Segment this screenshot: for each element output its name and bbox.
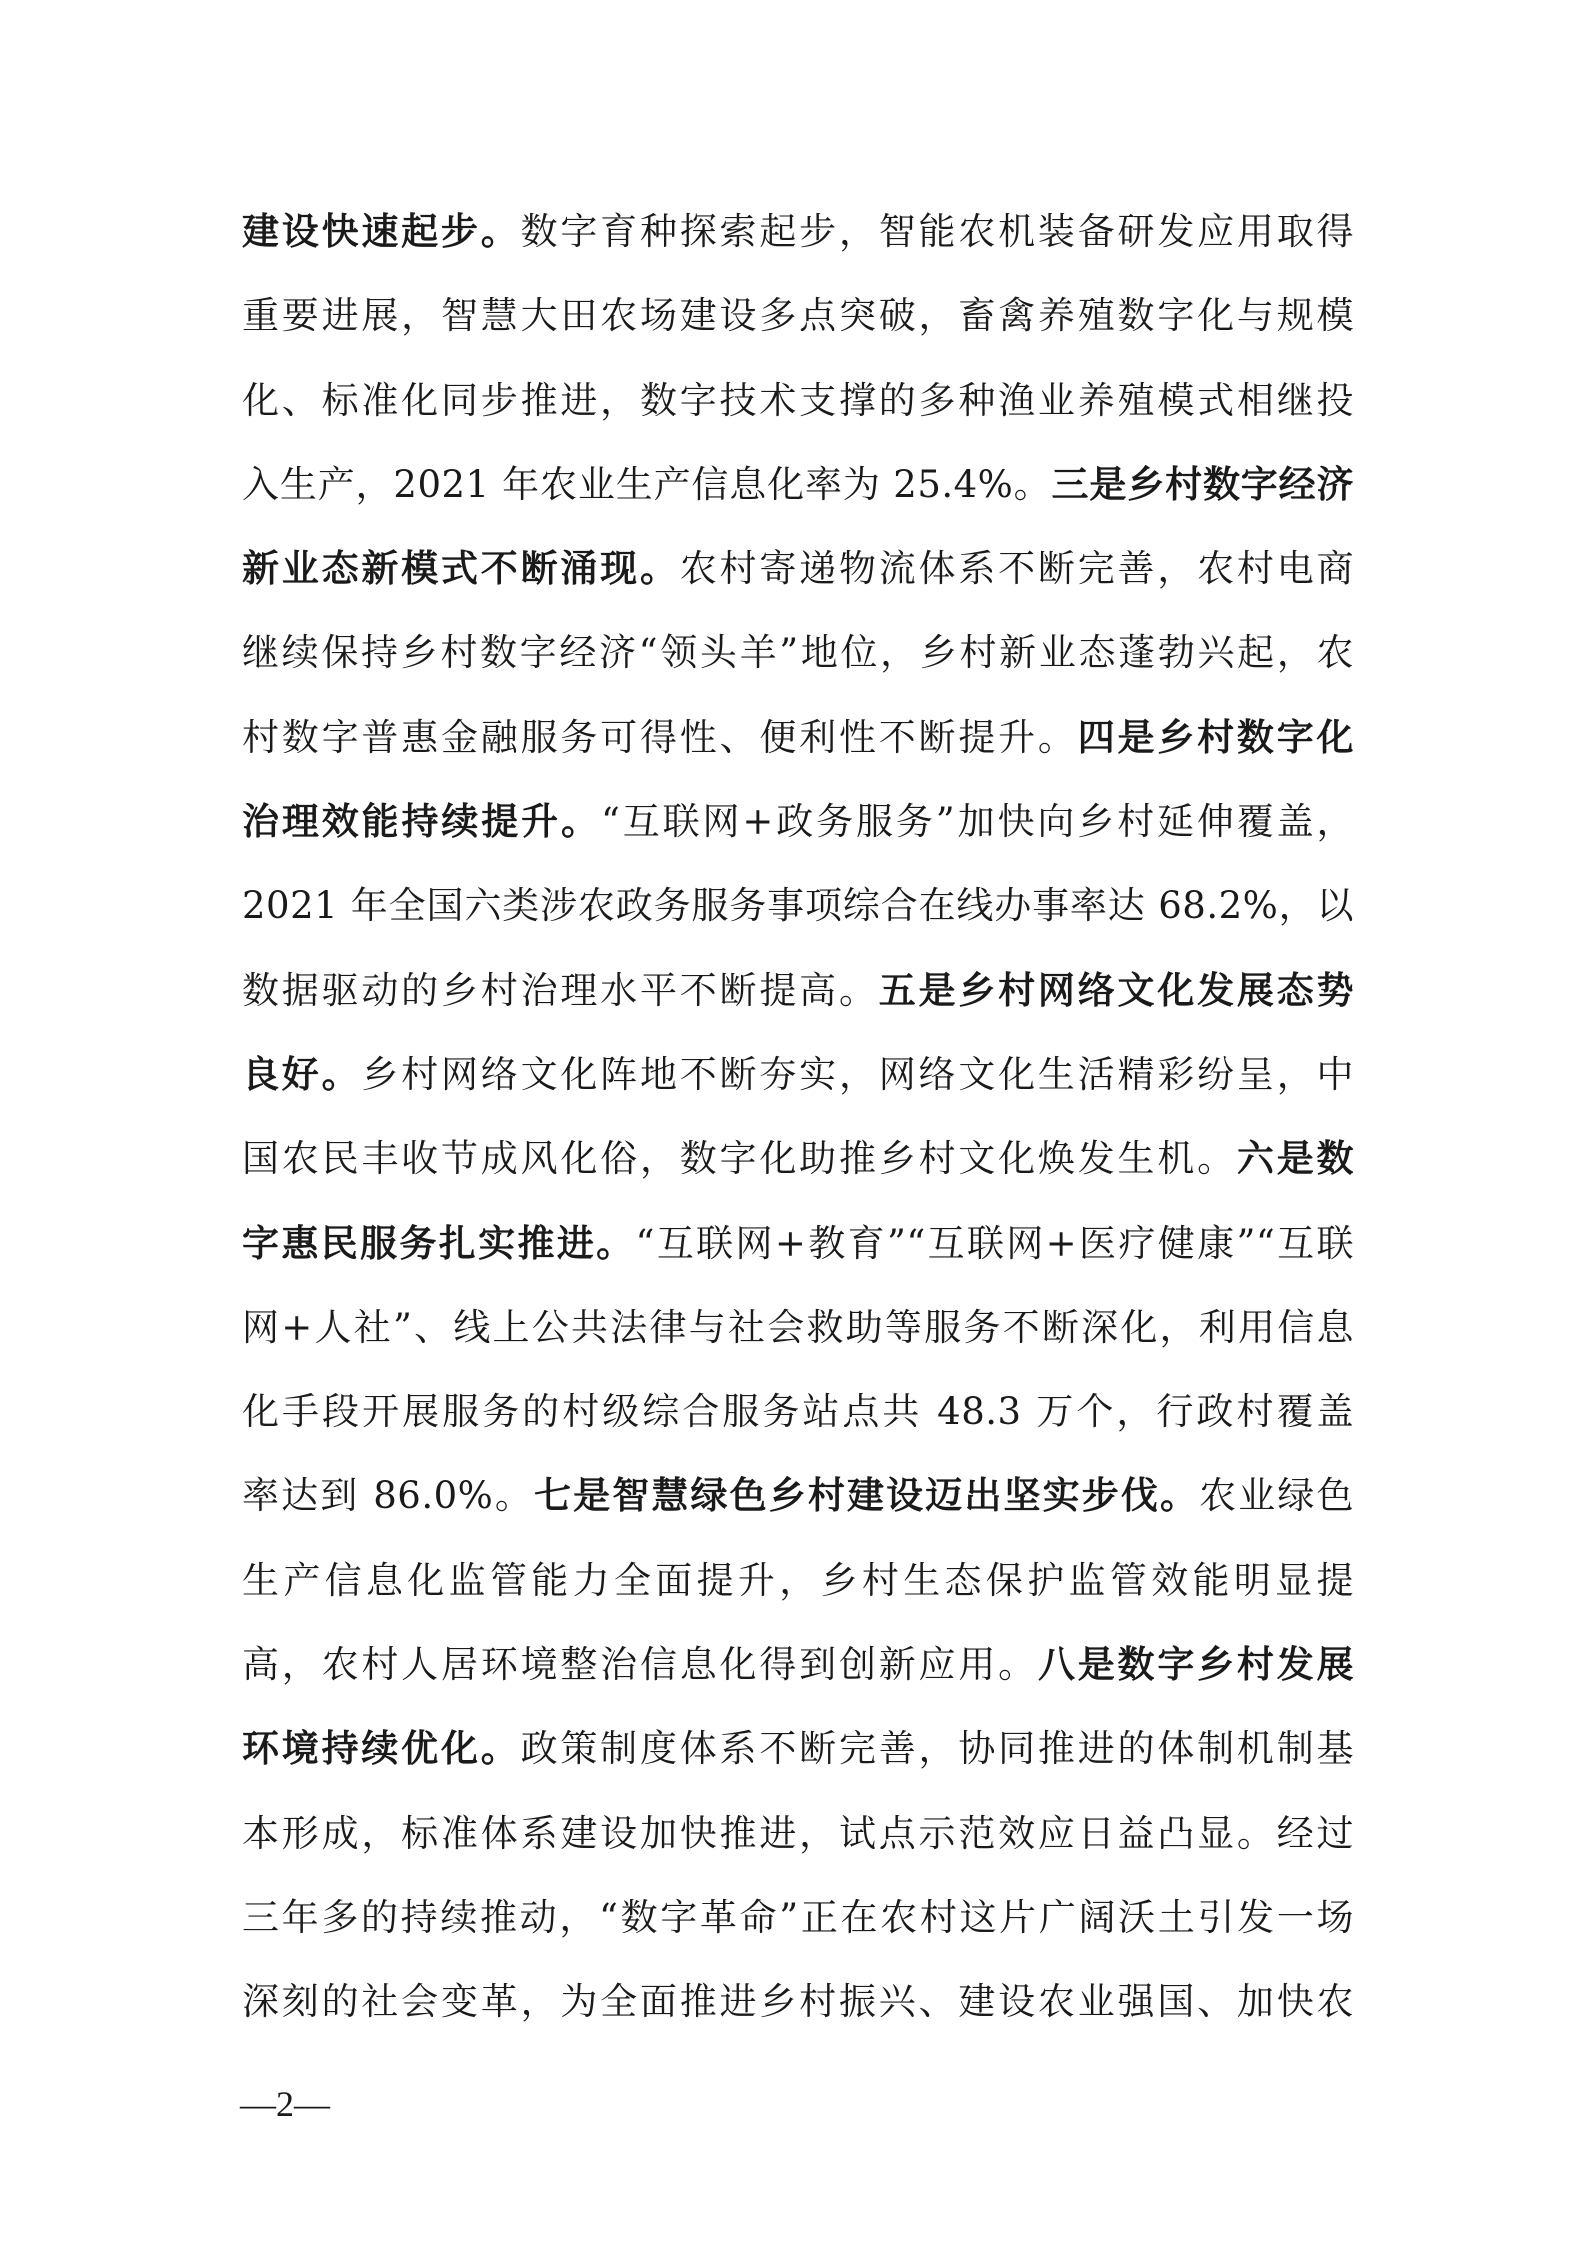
bold-heading-segment: 八是数字乡村发展 — [1037, 1643, 1355, 1687]
text-segment: 本形成，标准体系建设加快推进，试点示范效应日益凸显。经过 — [242, 1811, 1354, 1855]
text-line — [242, 1117, 1354, 1201]
bold-heading-segment: 环境持续优化。 — [242, 1727, 521, 1771]
text-line — [242, 864, 1354, 948]
text-segment: 率达到 86.0%。 — [242, 1474, 535, 1518]
text-segment: 三年多的持续推动，“数字革命”正在农村这片广阔沃土引发一场 — [242, 1895, 1354, 1939]
text-line — [242, 274, 1354, 358]
text-segment: 继续保持乡村数字经济“领头羊”地位，乡村新业态蓬勃兴起，农 — [242, 631, 1354, 675]
text-segment: 数字育种探索起步，智能农机装备研发应用取得 — [520, 210, 1355, 253]
text-line — [242, 1623, 1354, 1707]
text-segment: 化手段开展服务的村级综合服务站点共 48.3 万个，行政村覆盖 — [242, 1390, 1354, 1434]
text-line — [242, 1707, 1354, 1791]
text-line — [242, 1539, 1354, 1623]
text-line — [242, 949, 1354, 1033]
text-line — [242, 1286, 1354, 1370]
text-segment: 农业绿色 — [1199, 1474, 1355, 1518]
bold-heading-segment: 七是智慧绿色乡村建设迈出坚实步伐。 — [534, 1474, 1200, 1518]
page-number: —2— — [240, 2084, 330, 2124]
bold-heading-segment: 字惠民服务扎实推进。 — [242, 1221, 636, 1265]
bold-heading-segment: 良好。 — [242, 1052, 362, 1096]
text-line — [242, 359, 1354, 443]
text-line — [242, 1792, 1354, 1876]
text-line — [242, 190, 1354, 274]
bold-heading-segment: 六是数 — [1236, 1137, 1354, 1181]
body-paragraph — [242, 190, 1354, 2045]
text-segment: 化、标准化同步推进，数字技术支撑的多种渔业养殖模式相继投 — [242, 378, 1354, 422]
text-line — [242, 611, 1354, 695]
text-segment: 政策制度体系不断完善，协同推进的体制机制基 — [520, 1727, 1355, 1771]
bold-heading-segment: 治理效能持续提升。 — [242, 800, 601, 844]
text-line — [242, 780, 1354, 864]
text-line — [242, 1876, 1354, 1960]
text-line — [242, 1370, 1354, 1454]
text-segment: 农村寄递物流体系不断完善，农村电商 — [679, 547, 1355, 591]
text-line — [242, 1202, 1354, 1286]
bold-heading-segment: 四是乡村数字化 — [1077, 715, 1355, 759]
bold-heading-segment: 新业态新模式不断涌现。 — [242, 547, 680, 591]
text-segment: “互联网+教育”“互联网+医疗健康”“互联 — [635, 1221, 1354, 1265]
bold-heading-segment: 建设快速起步。 — [242, 210, 521, 253]
text-line — [242, 1960, 1354, 2044]
text-segment: 生产信息化监管能力全面提升，乡村生态保护监管效能明显提 — [242, 1558, 1354, 1602]
text-segment: 重要进展，智慧大田农场建设多点突破，畜禽养殖数字化与规模 — [242, 294, 1354, 338]
text-segment: 数据驱动的乡村治理水平不断提高。 — [242, 968, 879, 1012]
text-segment: 国农民丰收节成风化俗，数字化助推乡村文化焕发生机。 — [242, 1137, 1237, 1181]
text-segment: 乡村网络文化阵地不断夯实，网络文化生活精彩纷呈，中 — [361, 1052, 1355, 1096]
text-line — [242, 1033, 1354, 1117]
text-line — [242, 443, 1354, 527]
text-segment: 深刻的社会变革，为全面推进乡村振兴、建设农业强国、加快农 — [242, 1980, 1354, 2024]
text-segment: 2021 年全国六类涉农政务服务事项综合在线办事率达 68.2%，以 — [242, 884, 1354, 928]
text-line — [242, 1454, 1354, 1538]
bold-heading-segment: 五是乡村网络文化发展态势 — [878, 968, 1355, 1012]
bold-heading-segment: 三是乡村数字经济 — [1051, 462, 1355, 506]
text-segment: 高，农村人居环境整治信息化得到创新应用。 — [242, 1643, 1038, 1687]
text-line — [242, 527, 1354, 611]
text-segment: 村数字普惠金融服务可得性、便利性不断提升。 — [242, 715, 1078, 759]
text-segment: 网+人社”、线上公共法律与社会救助等服务不断深化，利用信息 — [242, 1305, 1354, 1349]
text-line — [242, 696, 1354, 780]
text-segment: 入生产，2021 年农业生产信息化率为 25.4%。 — [242, 462, 1052, 506]
text-segment: “互联网+政务服务”加快向乡村延伸覆盖， — [600, 800, 1355, 844]
